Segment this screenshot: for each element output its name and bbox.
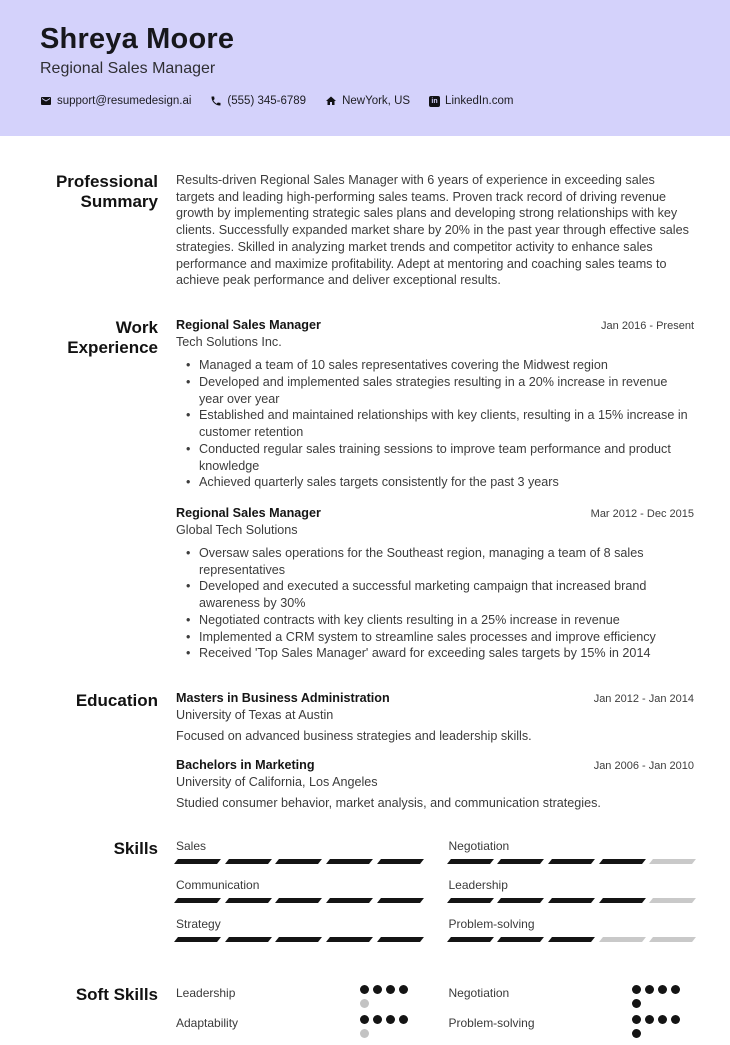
rating-dot-filled: [632, 1029, 641, 1038]
rating-dot-filled: [632, 985, 641, 994]
rating-segment-filled: [447, 859, 494, 864]
section-title-summary: Professional Summary: [55, 172, 158, 212]
rating-segment-filled: [497, 937, 544, 942]
soft-skill-item: [449, 1015, 695, 1038]
section-soft-skills: [40, 985, 694, 1045]
rating-segment-empty: [649, 937, 696, 942]
rating-dot-empty: [360, 1029, 369, 1038]
rating-dot-filled: [360, 1015, 369, 1024]
rating-dot-filled: [373, 985, 382, 994]
rating-segment-filled: [225, 937, 272, 942]
job-company: Global Tech Solutions: [176, 523, 298, 538]
rating-segment-filled: [377, 937, 424, 942]
education-school: University of California, Los Angeles: [176, 775, 378, 790]
rating-segment-empty: [649, 859, 696, 864]
rating-segment-filled: [447, 898, 494, 903]
contact-linkedin: [429, 95, 513, 107]
rating-dot-filled: [671, 1015, 680, 1024]
education-degree: Masters in Business Administration: [176, 691, 390, 706]
resume-body: [0, 136, 730, 1045]
job-bullet: • Oversaw sales operations for the Southeast region, managing a team of 8 sales representatives: [176, 545, 694, 578]
rating-segment-filled: [225, 859, 272, 864]
job-company: Tech Solutions Inc.: [176, 335, 282, 350]
rating-segment-filled: [548, 898, 595, 903]
skill-name: Communication: [176, 878, 260, 893]
skill-name: Sales: [176, 839, 207, 854]
job-bullet: • Achieved quarterly sales targets consistently for the past 3 years: [176, 474, 694, 491]
rating-segment-filled: [225, 898, 272, 903]
contact-linkedin-text: LinkedIn.com: [445, 95, 514, 107]
rating-segment-filled: [599, 898, 646, 903]
skill-item: [176, 878, 422, 903]
education-description: Studied consumer behavior, market analysis, and communication strategies.: [176, 796, 601, 811]
skill-rating-bar: [176, 898, 422, 903]
rating-segment-filled: [377, 859, 424, 864]
rating-segment-filled: [599, 859, 646, 864]
rating-dot-filled: [360, 985, 369, 994]
soft-skill-item: [449, 985, 695, 1008]
job-entry: [176, 506, 694, 662]
skills-grid: [176, 839, 694, 956]
rating-dot-filled: [632, 1015, 641, 1024]
contact-email: [40, 95, 191, 107]
soft-skill-item: [176, 985, 422, 1008]
job-title: Regional Sales Manager: [176, 318, 321, 333]
job-bullet: • Received 'Top Sales Manager' award for exceeding sales targets by 15% in 2014: [176, 645, 694, 662]
summary-text: Results-driven Regional Sales Manager with 6 years of experience in exceeding sales targets and leading high-performing sales teams. Proven track record of driving revenue growth by implementing strategic sales plans and developing strong relationships with key clients. Successfully expanded market share by 20% in the past year through effective sales strategies. Skilled in analyzing market trends and competitor activity to enhance sales performance and maximize profitability. Adept at mentoring and coaching sales teams to achieve peak performance and deliver exceptional results.: [176, 173, 689, 288]
phone-icon: [210, 95, 222, 107]
skill-name: Problem-solving: [448, 917, 535, 932]
section-title-skills: Skills: [113, 839, 158, 859]
rating-segment-filled: [497, 898, 544, 903]
soft-skill-name: Problem-solving: [448, 1016, 535, 1031]
rating-segment-filled: [326, 859, 373, 864]
education-school: University of Texas at Austin: [176, 708, 334, 723]
education-entry: [176, 691, 694, 743]
job-bullet-list: [176, 357, 694, 491]
linkedin-icon: in: [429, 96, 440, 107]
education-entry: [176, 758, 694, 810]
skill-rating-bar: [176, 859, 422, 864]
job-bullet: • Negotiated contracts with key clients resulting in a 25% increase in revenue: [176, 612, 694, 629]
contact-email-text: support@resumedesign.ai: [57, 95, 192, 107]
soft-skills-grid: [176, 985, 694, 1045]
skill-name: Leadership: [448, 878, 508, 893]
soft-skill-item: [176, 1015, 422, 1038]
job-entry: [176, 318, 694, 491]
soft-skill-name: Adaptability: [176, 1016, 239, 1031]
contact-phone-text: (555) 345-6789: [227, 95, 307, 107]
skill-name: Strategy: [176, 917, 221, 932]
contact-location: [325, 95, 410, 107]
education-dates: Jan 2012 - Jan 2014: [593, 693, 694, 706]
rating-segment-filled: [174, 859, 221, 864]
candidate-title: Regional Sales Manager: [40, 60, 216, 77]
rating-segment-filled: [174, 898, 221, 903]
rating-segment-filled: [326, 898, 373, 903]
mail-icon: [40, 95, 52, 107]
rating-segment-filled: [548, 937, 595, 942]
home-icon: [325, 95, 337, 107]
rating-dot-filled: [632, 999, 641, 1008]
section-title-work: Work Experience: [67, 318, 158, 358]
skill-rating-bar: [176, 937, 422, 942]
rating-dot-filled: [645, 985, 654, 994]
rating-segment-filled: [326, 937, 373, 942]
soft-skill-name: Leadership: [176, 986, 236, 1001]
education-degree: Bachelors in Marketing: [176, 758, 315, 773]
job-bullet-list: [176, 545, 694, 662]
section-professional-summary: [40, 172, 694, 289]
job-bullet: • Established and maintained relationships with key clients, resulting in a 15% increase in customer retention: [176, 407, 694, 440]
rating-segment-filled: [447, 937, 494, 942]
rating-dot-empty: [360, 999, 369, 1008]
skill-name: Negotiation: [448, 839, 510, 854]
skill-item: [176, 839, 422, 864]
rating-dot-filled: [373, 1015, 382, 1024]
job-bullet: • Managed a team of 10 sales representatives covering the Midwest region: [176, 357, 694, 374]
rating-dot-filled: [645, 1015, 654, 1024]
rating-segment-filled: [275, 859, 322, 864]
skill-rating-bar: [449, 898, 695, 903]
rating-dot-filled: [399, 1015, 408, 1024]
rating-dot-filled: [671, 985, 680, 994]
rating-segment-filled: [548, 859, 595, 864]
soft-skill-rating-dots: [632, 1015, 680, 1038]
rating-dot-filled: [386, 985, 395, 994]
resume-header: [0, 0, 730, 136]
skill-item: [449, 878, 695, 903]
skill-item: [176, 917, 422, 942]
job-bullet: • Implemented a CRM system to streamline sales processes and improve efficiency: [176, 629, 694, 646]
education-description: Focused on advanced business strategies and leadership skills.: [176, 729, 532, 744]
education-dates: Jan 2006 - Jan 2010: [593, 760, 694, 773]
section-education: [40, 691, 694, 810]
rating-dot-filled: [386, 1015, 395, 1024]
rating-segment-filled: [174, 937, 221, 942]
skill-item: [449, 839, 695, 864]
rating-segment-filled: [275, 898, 322, 903]
rating-segment-filled: [275, 937, 322, 942]
section-title-education: Education: [75, 691, 158, 711]
job-dates: Mar 2012 - Dec 2015: [590, 508, 694, 521]
section-skills: [40, 839, 694, 956]
soft-skill-rating-dots: [360, 985, 408, 1008]
rating-segment-filled: [497, 859, 544, 864]
section-title-soft-skills: Soft Skills: [75, 985, 158, 1005]
soft-skill-rating-dots: [632, 985, 680, 1008]
rating-segment-empty: [649, 898, 696, 903]
contact-row: [40, 95, 690, 107]
soft-skill-rating-dots: [360, 1015, 408, 1038]
job-bullet: • Conducted regular sales training sessions to improve team performance and product knowledge: [176, 441, 694, 474]
rating-dot-filled: [658, 985, 667, 994]
contact-phone: [210, 95, 306, 107]
skill-item: [449, 917, 695, 942]
skill-rating-bar: [449, 859, 695, 864]
candidate-name: Shreya Moore: [40, 23, 235, 55]
soft-skill-name: Negotiation: [448, 986, 510, 1001]
job-bullet: • Developed and implemented sales strategies resulting in a 20% increase in revenue year over year: [176, 374, 694, 407]
rating-dot-filled: [658, 1015, 667, 1024]
rating-segment-filled: [377, 898, 424, 903]
contact-location-text: NewYork, US: [342, 95, 411, 107]
job-bullet: • Developed and executed a successful marketing campaign that increased brand awareness by 30%: [176, 578, 694, 611]
section-work-experience: [40, 318, 694, 662]
rating-dot-filled: [399, 985, 408, 994]
skill-rating-bar: [449, 937, 695, 942]
rating-segment-empty: [599, 937, 646, 942]
job-dates: Jan 2016 - Present: [601, 320, 694, 333]
job-title: Regional Sales Manager: [176, 506, 321, 521]
